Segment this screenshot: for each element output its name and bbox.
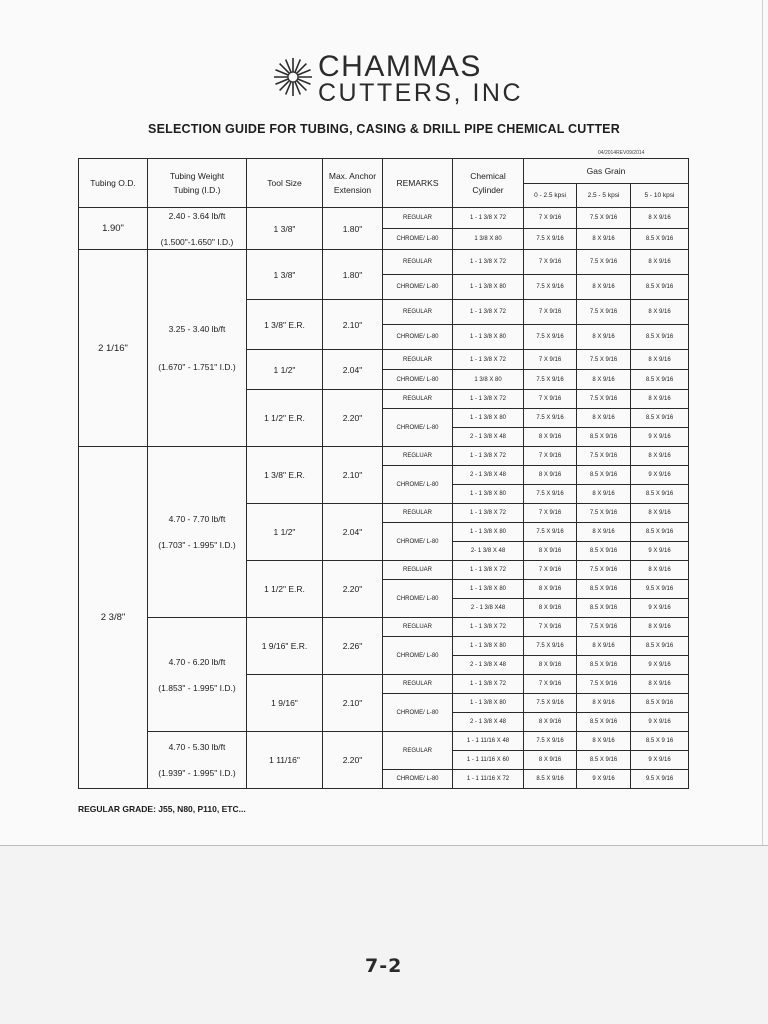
remarks-cell: REGULAR: [383, 390, 453, 409]
grain-cell: 8 X 9/16: [524, 656, 577, 675]
tool-size-cell: 1 1/2" E.R.: [247, 390, 323, 447]
chemical-cylinder-cell: 1 - 1 3/8 X 72: [453, 350, 524, 370]
grain-cell: 8.5 X 9/16: [577, 542, 631, 561]
grain-cell: 9 X 9/16: [631, 466, 689, 485]
grain-cell: 7.5 X 9/16: [524, 732, 577, 751]
weight-range: 2.40 - 3.64 lb/ft: [168, 210, 226, 221]
chemical-cylinder-cell: 2 - 1 3/8 X 48: [453, 713, 524, 732]
tool-size-cell: 1 9/16": [247, 675, 323, 732]
tubing-weight-cell: [148, 447, 247, 618]
remarks-cell: CHROME/ L-80: [383, 370, 453, 390]
grain-cell: 8 X 9/16: [577, 485, 631, 504]
chemical-cylinder-cell: 1 - 1 3/8 X 80: [453, 694, 524, 713]
grain-cell: 7 X 9/16: [524, 447, 577, 466]
anchor-extension-cell: 2.20": [323, 561, 383, 618]
regular-grade-footnote: REGULAR GRADE: J55, N80, P110, ETC...: [78, 804, 246, 814]
grain-cell: 7.5 X 9/16: [577, 447, 631, 466]
page-number: 7-2: [365, 955, 403, 977]
grain-cell: 9 X 9/16: [631, 656, 689, 675]
grain-cell: 7 X 9/16: [524, 300, 577, 325]
grain-cell: 9 X 9/16: [631, 751, 689, 770]
remarks-cell: REGLUAR: [383, 561, 453, 580]
grain-cell: 8.5 X 9/16: [577, 713, 631, 732]
chemical-cylinder-cell: 2 - 1 3/8 X 48: [453, 428, 524, 447]
chemical-cylinder-cell: 1 - 1 3/8 X 80: [453, 275, 524, 300]
header-tubing-od: Tubing O.D.: [79, 159, 148, 208]
grain-cell: 7.5 X 9/16: [577, 618, 631, 637]
grain-cell: 8 X 9/16: [631, 447, 689, 466]
tool-size-cell: 1 11/16": [247, 732, 323, 789]
remarks-cell: CHROME/ L-80: [383, 275, 453, 300]
grain-cell: 8 X 9/16: [524, 542, 577, 561]
anchor-extension-cell: 2.20": [323, 390, 383, 447]
chemical-cylinder-cell: 1 - 1 3/8 X 72: [453, 447, 524, 466]
logo-line-1: CHAMMAS: [318, 50, 482, 83]
tubing-od-cell: 1.90": [79, 208, 148, 250]
grain-cell: 7.5 X 9/16: [524, 523, 577, 542]
grain-cell: 7.5 X 9/16: [524, 275, 577, 300]
header-max-anchor-line2: Extension: [333, 185, 372, 195]
chemical-cylinder-cell: 1 - 1 3/8 X 80: [453, 523, 524, 542]
chemical-cylinder-cell: 2- 1 3/8 X 48: [453, 542, 524, 561]
tool-size-cell: 1 9/16" E.R.: [247, 618, 323, 675]
grain-cell: 8 X 9/16: [631, 675, 689, 694]
grain-cell: 8 X 9/16: [577, 229, 631, 250]
remarks-cell: CHROME/ L-80: [383, 523, 453, 561]
grain-cell: 8 X 9/16: [577, 325, 631, 350]
grain-cell: 9.5 X 9/16: [631, 770, 689, 789]
grain-cell: 8 X 9/16: [524, 580, 577, 599]
remarks-cell: REGLUAR: [383, 447, 453, 466]
anchor-extension-cell: 2.26": [323, 618, 383, 675]
tool-size-cell: 1 3/8": [247, 250, 323, 300]
remarks-cell: REGULAR: [383, 504, 453, 523]
grain-cell: 9.5 X 9/16: [631, 580, 689, 599]
grain-cell: 8.5 X 9/16: [631, 325, 689, 350]
grain-cell: 7 X 9/16: [524, 504, 577, 523]
grain-cell: 8.5 X 9/16: [631, 370, 689, 390]
grain-cell: 8.5 X 9 16: [631, 732, 689, 751]
chemical-cylinder-cell: 2 - 1 3/8 X 48: [453, 466, 524, 485]
anchor-extension-cell: 2.04": [323, 350, 383, 390]
grain-cell: 8 X 9/16: [577, 523, 631, 542]
header-max-anchor-line1: Max. Anchor: [328, 171, 377, 181]
weight-id: (1.853" - 1.995" I.D.): [158, 682, 236, 693]
grain-cell: 8.5 X 9/16: [524, 770, 577, 789]
chemical-cylinder-cell: 1 - 1 11/16 X 48: [453, 732, 524, 751]
weight-range: 4.70 - 7.70 lb/ft: [168, 514, 226, 524]
tool-size-cell: 1 1/2": [247, 350, 323, 390]
anchor-extension-cell: 2.10": [323, 300, 383, 350]
chemical-cylinder-cell: 1 - 1 11/16 X 60: [453, 751, 524, 770]
header-chemical-line1: Chemical: [470, 171, 506, 181]
tool-size-cell: 1 1/2": [247, 504, 323, 561]
grain-cell: 8.5 X 9/16: [631, 637, 689, 656]
grain-cell: 7.5 X 9/16: [577, 504, 631, 523]
remarks-cell: CHROME/ L-80: [383, 770, 453, 789]
tubing-weight-cell: [148, 732, 247, 789]
grain-cell: 7.5 X 9/16: [577, 300, 631, 325]
header-grain-2-5-5: 2.5 - 5 kpsi: [577, 184, 631, 208]
remarks-cell: CHROME/ L-80: [383, 580, 453, 618]
weight-id: (1.939" - 1.995" I.D.): [158, 768, 236, 778]
weight-range: 4.70 - 5.30 lb/ft: [168, 742, 226, 752]
header-grain-0-2-5: 0 - 2.5 kpsi: [524, 184, 577, 208]
grain-cell: 9 X 9/16: [631, 713, 689, 732]
document-title: SELECTION GUIDE FOR TUBING, CASING & DRILL PIPE CHEMICAL CUTTER: [148, 122, 620, 136]
grain-cell: 7.5 X 9/16: [577, 561, 631, 580]
grain-cell: 8.5 X 9/16: [631, 409, 689, 428]
grain-cell: 8 X 9/16: [631, 618, 689, 637]
grain-cell: 8 X 9/16: [524, 713, 577, 732]
remarks-cell: REGULAR: [383, 732, 453, 770]
grain-cell: 8 X 9/16: [577, 275, 631, 300]
chemical-cylinder-cell: 2 - 1 3/8 X48: [453, 599, 524, 618]
remarks-cell: REGULAR: [383, 300, 453, 325]
grain-cell: 8 X 9/16: [577, 370, 631, 390]
header-remarks: REMARKS: [383, 159, 453, 208]
remarks-cell: CHROME/ L-80: [383, 229, 453, 250]
header-tubing-weight-line1: Tubing Weight: [169, 171, 225, 181]
remarks-cell: REGULAR: [383, 208, 453, 229]
grain-cell: 7.5 X 9/16: [577, 250, 631, 275]
company-logo: [272, 52, 522, 108]
grain-cell: 7.5 X 9/16: [524, 694, 577, 713]
grain-cell: 8 X 9/16: [577, 694, 631, 713]
header-grain-5-10: 5 - 10 kpsi: [631, 184, 689, 208]
grain-cell: 8 X 9/16: [524, 466, 577, 485]
remarks-cell: CHROME/ L-80: [383, 466, 453, 504]
tubing-od-cell: 2 3/8": [79, 447, 148, 789]
grain-cell: 7.5 X 9/16: [524, 637, 577, 656]
grain-cell: 7.5 X 9/16: [524, 485, 577, 504]
chemical-cylinder-cell: 1 3/8 X 80: [453, 229, 524, 250]
grain-cell: 8 X 9/16: [524, 599, 577, 618]
grain-cell: 7.5 X 9/16: [577, 208, 631, 229]
grain-cell: 8.5 X 9/16: [631, 694, 689, 713]
grain-cell: 9 X 9/16: [631, 428, 689, 447]
remarks-cell: REGULAR: [383, 250, 453, 275]
header-max-anchor: [323, 159, 383, 208]
tool-size-cell: 1 1/2" E.R.: [247, 561, 323, 618]
grain-cell: 7 X 9/16: [524, 561, 577, 580]
grain-cell: 7.5 X 9/16: [524, 229, 577, 250]
grain-cell: 7.5 X 9/16: [577, 675, 631, 694]
starburst-icon: [272, 56, 314, 98]
grain-cell: 7 X 9/16: [524, 675, 577, 694]
grain-cell: 8.5 X 9/16: [631, 229, 689, 250]
chemical-cylinder-cell: 1 - 1 3/8 X 80: [453, 580, 524, 599]
grain-cell: 7 X 9/16: [524, 208, 577, 229]
header-tubing-weight-line2: Tubing (I.D.): [173, 185, 221, 195]
anchor-extension-cell: 2.20": [323, 732, 383, 789]
grain-cell: 7 X 9/16: [524, 618, 577, 637]
grain-cell: 8.5 X 9/16: [577, 580, 631, 599]
weight-range: 3.25 - 3.40 lb/ft: [168, 324, 226, 334]
anchor-extension-cell: 2.04": [323, 504, 383, 561]
remarks-cell: REGLUAR: [383, 618, 453, 637]
chemical-cylinder-cell: 1 - 1 3/8 X 72: [453, 618, 524, 637]
grain-cell: 8 X 9/16: [631, 561, 689, 580]
grain-cell: 9 X 9/16: [577, 770, 631, 789]
grain-cell: 8 X 9/16: [631, 390, 689, 409]
grain-cell: 8 X 9/16: [524, 428, 577, 447]
chemical-cylinder-cell: 1 - 1 3/8 X 72: [453, 208, 524, 229]
grain-cell: 7.5 X 9/16: [577, 350, 631, 370]
chemical-cylinder-cell: 1 - 1 3/8 X 72: [453, 250, 524, 275]
remarks-cell: CHROME/ L-80: [383, 694, 453, 732]
chemical-cylinder-cell: 1 - 1 3/8 X 72: [453, 300, 524, 325]
anchor-extension-cell: 1.80": [323, 250, 383, 300]
chemical-cylinder-cell: 1 - 1 3/8 X 72: [453, 675, 524, 694]
chemical-cylinder-cell: 1 - 1 3/8 X 72: [453, 504, 524, 523]
header-chemical-line2: Cylinder: [472, 185, 504, 195]
grain-cell: 8 X 9/16: [631, 504, 689, 523]
grain-cell: 7.5 X 9/16: [524, 370, 577, 390]
grain-cell: 8.5 X 9/16: [577, 656, 631, 675]
anchor-extension-cell: 2.10": [323, 675, 383, 732]
grain-cell: 8.5 X 9/16: [631, 275, 689, 300]
grain-cell: 8.5 X 9/16: [577, 751, 631, 770]
grain-cell: 7 X 9/16: [524, 350, 577, 370]
grain-cell: 8 X 9/16: [524, 751, 577, 770]
grain-cell: 8.5 X 9/16: [631, 485, 689, 504]
document-reference: 04/2014REV09/2014: [598, 150, 645, 156]
grain-cell: 8.5 X 9/16: [631, 523, 689, 542]
remarks-cell: REGULAR: [383, 675, 453, 694]
chemical-cylinder-cell: 1 - 1 11/16 X 72: [453, 770, 524, 789]
weight-id: (1.500"-1.650" I.D.): [160, 236, 234, 247]
grain-cell: 8 X 9/16: [577, 409, 631, 428]
tool-size-cell: 1 3/8" E.R.: [247, 300, 323, 350]
remarks-cell: CHROME/ L-80: [383, 637, 453, 675]
logo-line-2: CUTTERS, INC: [318, 79, 523, 107]
tubing-weight-cell: [148, 618, 247, 732]
grain-cell: 7.5 X 9/16: [524, 409, 577, 428]
chemical-cylinder-cell: 1 - 1 3/8 X 72: [453, 561, 524, 580]
selection-guide-table: [78, 158, 689, 789]
grain-cell: 7.5 X 9/16: [524, 325, 577, 350]
chemical-cylinder-cell: 1 - 1 3/8 X 80: [453, 409, 524, 428]
header-tool-size: Tool Size: [247, 159, 323, 208]
header-gas-grain: Gas Grain: [524, 159, 689, 184]
anchor-extension-cell: 2.10": [323, 447, 383, 504]
weight-range: 4.70 - 6.20 lb/ft: [168, 656, 226, 667]
weight-id: (1.703" - 1.995" I.D.): [158, 540, 236, 550]
grain-cell: 7.5 X 9/16: [577, 390, 631, 409]
grain-cell: 9 X 9/16: [631, 542, 689, 561]
remarks-cell: CHROME/ L-80: [383, 325, 453, 350]
grain-cell: 8.5 X 9/16: [577, 599, 631, 618]
tool-size-cell: 1 3/8" E.R.: [247, 447, 323, 504]
remarks-cell: REGULAR: [383, 350, 453, 370]
tubing-weight-cell: [148, 250, 247, 447]
grain-cell: 8.5 X 9/16: [577, 428, 631, 447]
tubing-weight-cell: [148, 208, 247, 250]
tubing-od-cell: 2 1/16": [79, 250, 148, 447]
chemical-cylinder-cell: 1 3/8 X 80: [453, 370, 524, 390]
remarks-cell: CHROME/ L-80: [383, 409, 453, 447]
grain-cell: 9 X 9/16: [631, 599, 689, 618]
chemical-cylinder-cell: 2 - 1 3/8 X 48: [453, 656, 524, 675]
tool-size-cell: 1 3/8": [247, 208, 323, 250]
chemical-cylinder-cell: 1 - 1 3/8 X 80: [453, 325, 524, 350]
grain-cell: 8 X 9/16: [577, 637, 631, 656]
grain-cell: 8 X 9/16: [631, 208, 689, 229]
grain-cell: 8.5 X 9/16: [577, 466, 631, 485]
anchor-extension-cell: 1.80": [323, 208, 383, 250]
chemical-cylinder-cell: 1 - 1 3/8 X 80: [453, 637, 524, 656]
grain-cell: 8 X 9/16: [631, 350, 689, 370]
header-chemical-cylinder: [453, 159, 524, 208]
chemical-cylinder-cell: 1 - 1 3/8 X 72: [453, 390, 524, 409]
grain-cell: 8 X 9/16: [631, 300, 689, 325]
chemical-cylinder-cell: 1 - 1 3/8 X 80: [453, 485, 524, 504]
header-tubing-weight: [148, 159, 247, 208]
grain-cell: 7 X 9/16: [524, 390, 577, 409]
grain-cell: 8 X 9/16: [631, 250, 689, 275]
weight-id: (1.670" - 1.751" I.D.): [158, 362, 236, 372]
grain-cell: 8 X 9/16: [577, 732, 631, 751]
grain-cell: 7 X 9/16: [524, 250, 577, 275]
